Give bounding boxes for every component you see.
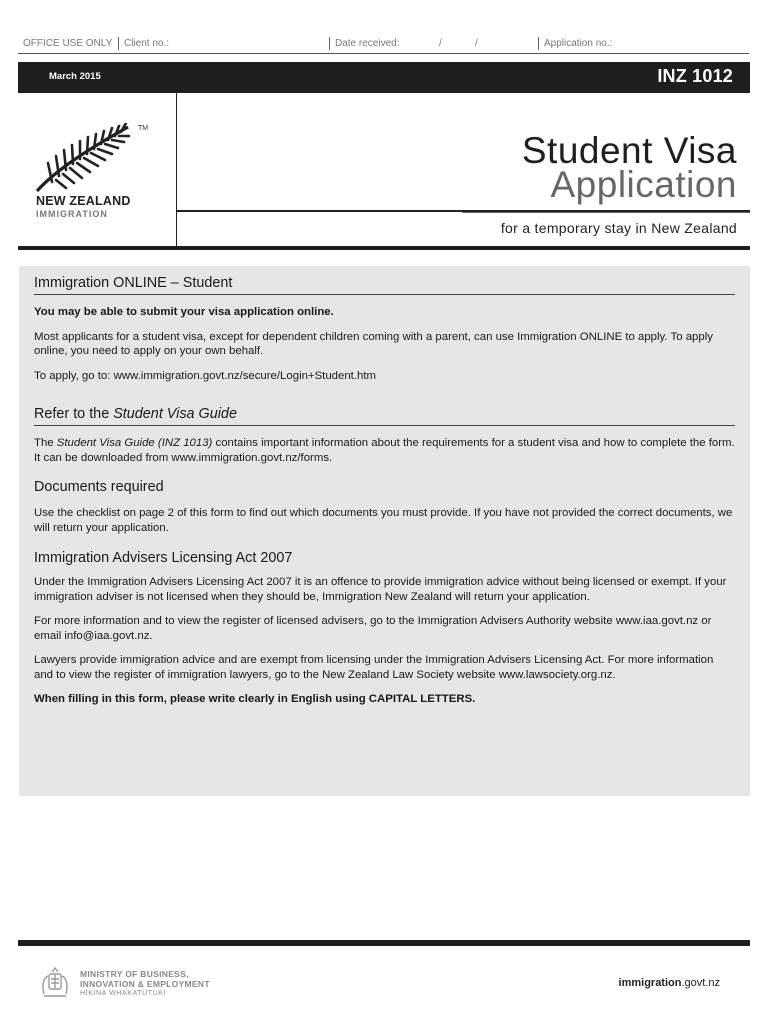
online-paragraph-2: To apply, go to: www.immigration.govt.nz/secure/Login+Student.htm xyxy=(34,369,377,382)
form-header-bar xyxy=(18,62,750,93)
date-slash-1: / xyxy=(439,38,442,49)
site-rest: .govt.nz xyxy=(681,977,720,989)
ministry-line-1: MINISTRY OF BUSINESS, xyxy=(80,969,189,979)
client-no-field[interactable]: Client no.: xyxy=(118,37,169,50)
advisers-paragraph-1: Under the Immigration Advisers Licensing Act 2007 it is an offence to provide immigration advice without being licensed or exempt. If your immigration adviser is not licensed when they should be, Immigration New Zealand will return your application. xyxy=(34,576,727,603)
guide-p-italic: Student Visa Guide (INZ 1013) xyxy=(56,437,213,449)
advisers-paragraph-3: Lawyers provide immigration advice and are exempt from licensing under the Immigration Advisers Licensing Act. For more information and to view the register of immigration lawyers, go to the New Zealand Law Society website www.lawsociety.org.nz. xyxy=(34,654,714,681)
footer-rule xyxy=(18,940,750,946)
coat-of-arms-icon xyxy=(38,966,72,1000)
information-content xyxy=(34,274,735,707)
online-lead: You may be able to submit your visa application online. xyxy=(34,306,334,318)
site-bold: immigration xyxy=(618,977,682,989)
heading-advisers-act: Immigration Advisers Licensing Act 2007 xyxy=(34,550,293,566)
guide-heading-prefix: Refer to the xyxy=(34,406,114,422)
page-title-line2: Application xyxy=(550,164,737,205)
ministry-line-3: HĪKINA WHAKATUTUKI xyxy=(80,990,167,997)
form-date: March 2015 xyxy=(49,71,101,82)
guide-p-prefix: The xyxy=(34,437,57,449)
page-title-line1: Student Visa xyxy=(521,130,737,171)
form-code: INZ 1012 xyxy=(657,66,733,86)
date-slash-2: / xyxy=(475,38,478,49)
page-subtitle: for a temporary stay in New Zealand xyxy=(500,220,737,236)
trademark-mark: TM xyxy=(138,125,149,132)
application-no-field[interactable]: Application no.: xyxy=(538,37,612,50)
heading-student-visa-guide xyxy=(34,405,735,426)
logo-immigration: IMMIGRATION xyxy=(36,209,108,219)
documents-paragraph: Use the checklist on page 2 of this form to find out which documents you must provide. If you have not provided the correct documents, we will return your application. xyxy=(34,507,733,534)
online-paragraph-1: Most applicants for a student visa, except for dependent children coming with a parent, can use Immigration ONLINE to apply. To apply online, you need to apply on your own behalf. xyxy=(34,330,713,357)
office-use-strip xyxy=(18,36,749,54)
header-divider xyxy=(176,93,177,248)
silver-fern-icon xyxy=(35,123,135,193)
advisers-paragraph-2: For more information and to view the register of licensed advisers, go to the Immigration Advisers Authority website www.iaa.govt.nz or email info@iaa.govt.nz. xyxy=(34,615,712,642)
guide-p-rest: contains important information about the requirements for a student visa and how to complete the form. It can be downloaded from www.immigration.govt.nz/forms. xyxy=(34,437,735,464)
office-use-label: OFFICE USE ONLY xyxy=(23,38,113,49)
footer-website[interactable] xyxy=(619,977,720,989)
capital-letters-instruction: When filling in this form, please write clearly in English using CAPITAL LETTERS. xyxy=(34,693,476,705)
logo-new-zealand: NEW ZEALAND xyxy=(36,194,131,208)
header-bottom-rule xyxy=(18,246,750,250)
ministry-line-2: INNOVATION & EMPLOYMENT xyxy=(80,979,210,989)
guide-heading-italic: Student Visa Guide xyxy=(113,406,237,422)
heading-immigration-online: Immigration ONLINE – Student xyxy=(34,274,735,295)
date-received-field[interactable]: Date received: xyxy=(329,37,399,50)
heading-documents-required: Documents required xyxy=(34,479,164,495)
ministry-name xyxy=(80,969,210,999)
subtitle-divider xyxy=(462,212,750,213)
guide-paragraph xyxy=(34,436,735,465)
nz-immigration-logo xyxy=(35,123,155,223)
information-panel xyxy=(19,266,750,796)
